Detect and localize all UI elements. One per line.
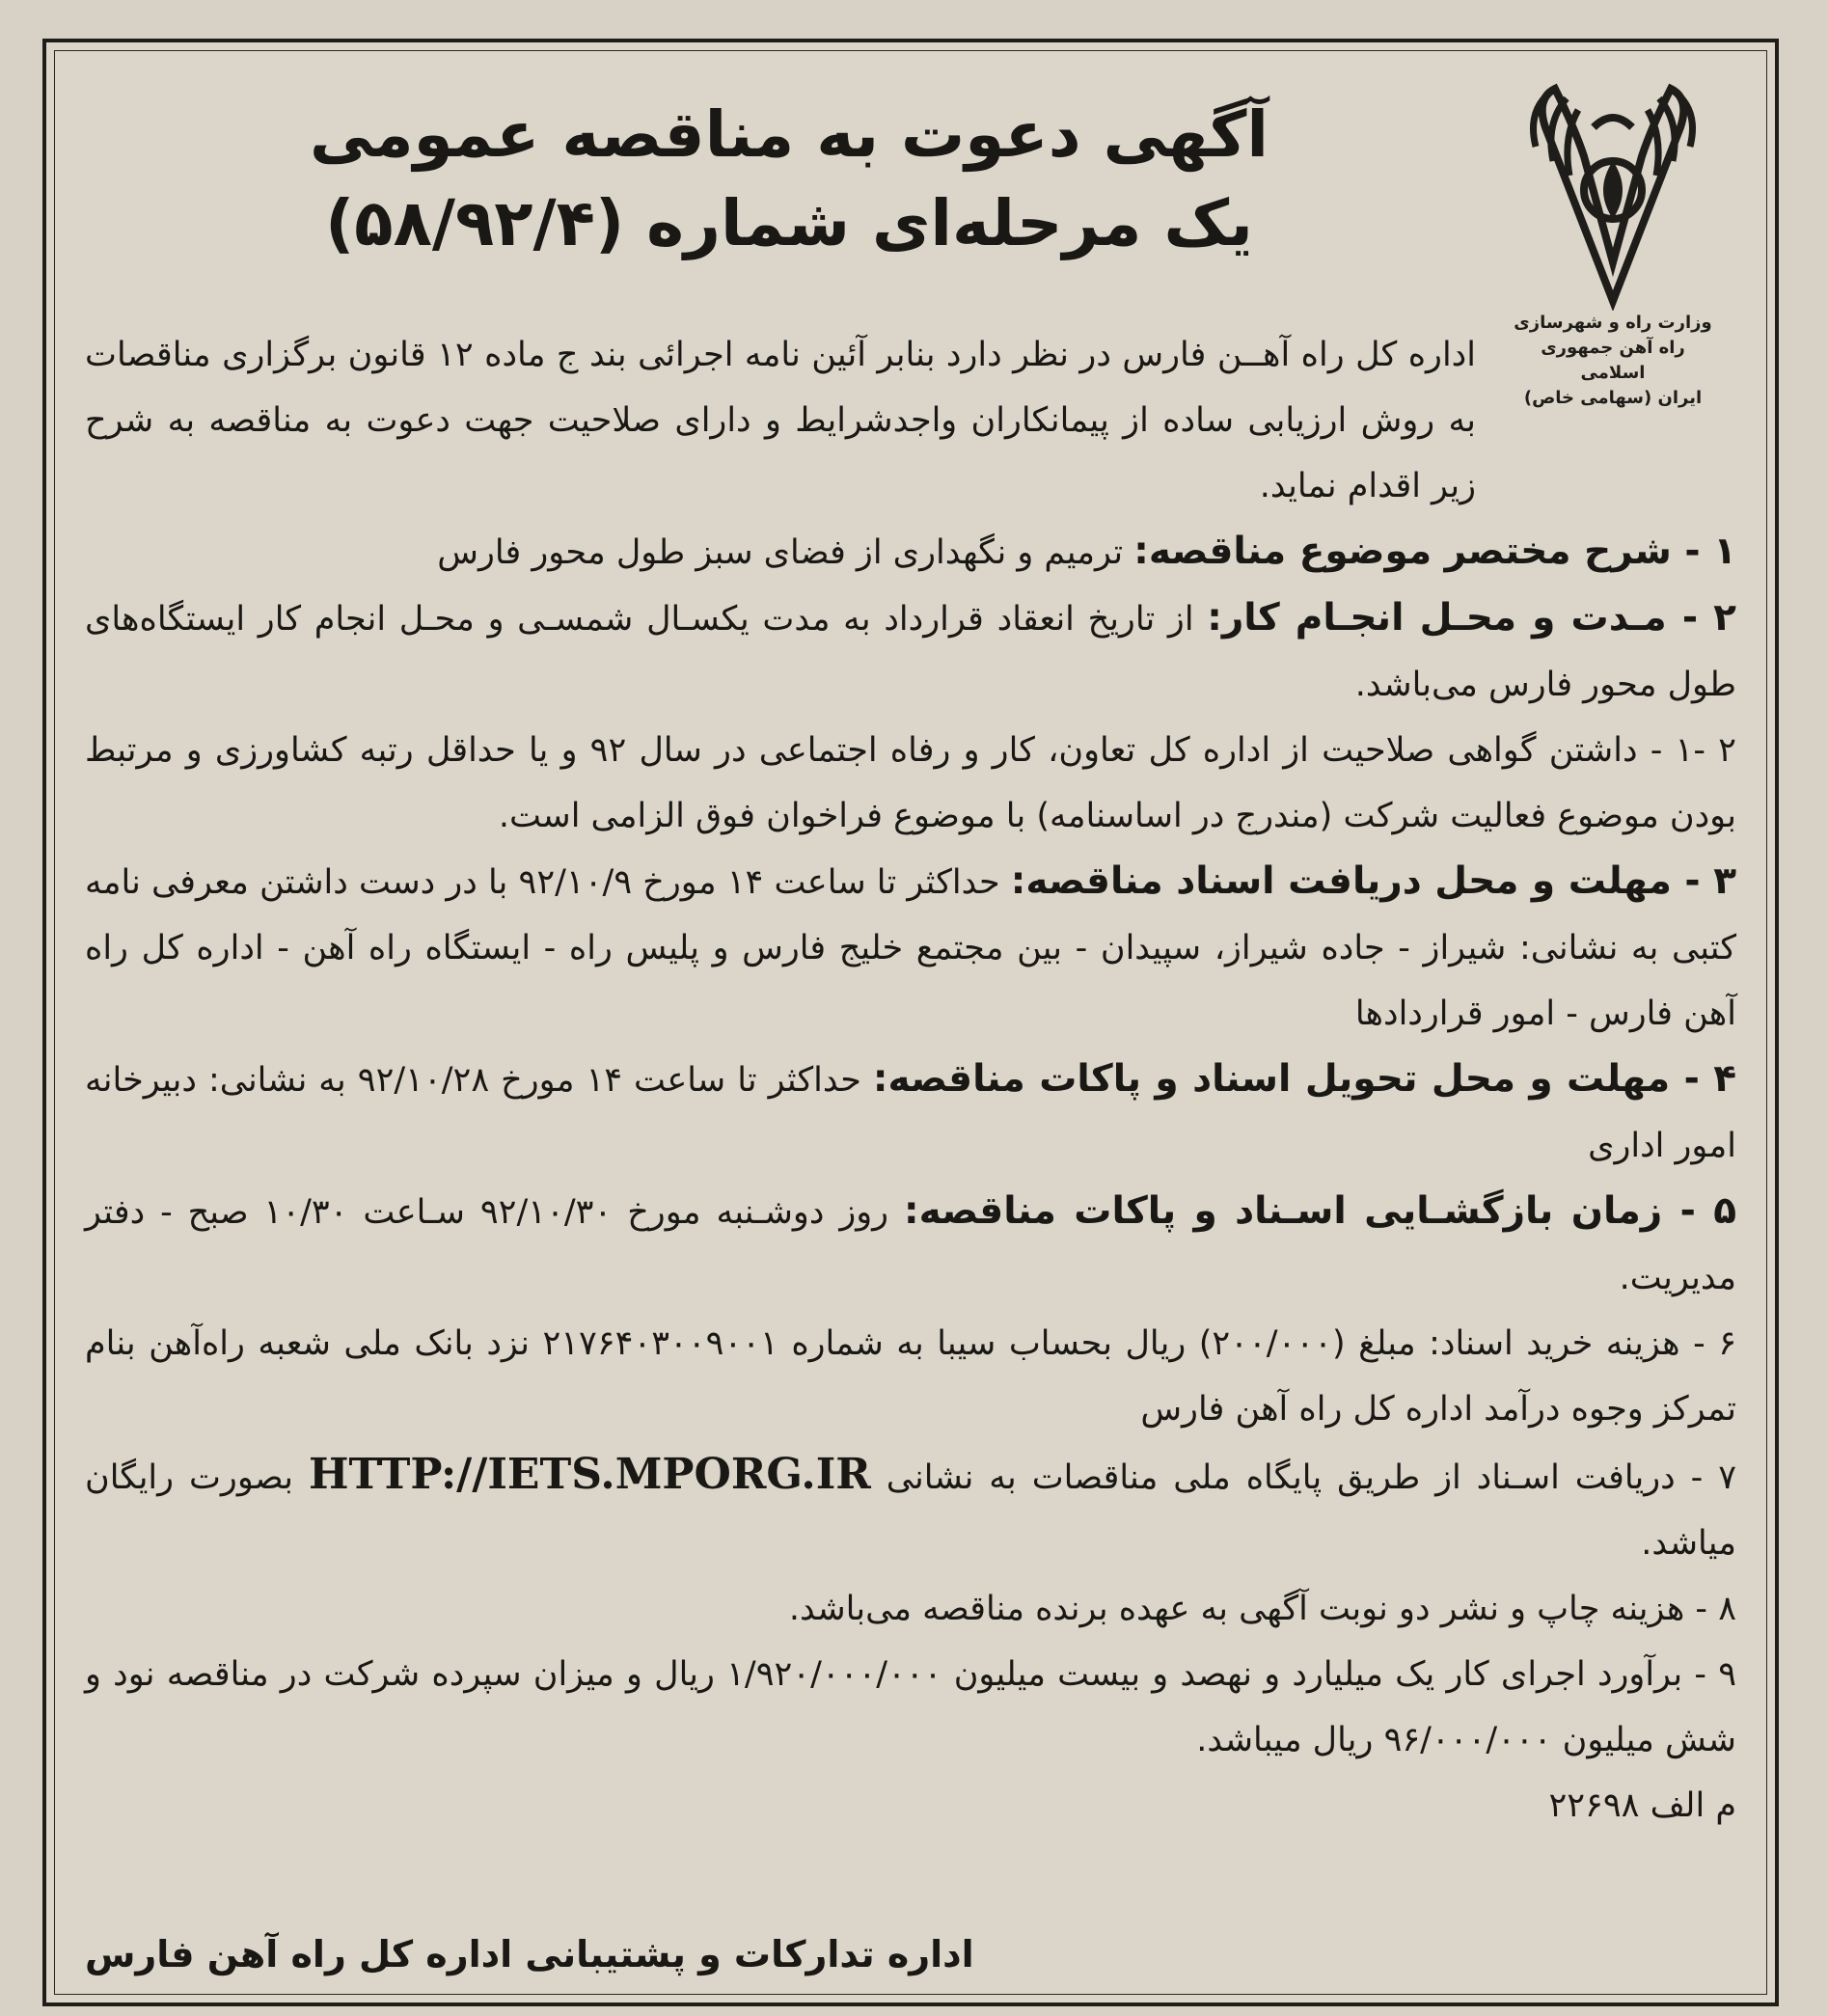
winged-emblem-icon bbox=[1516, 69, 1709, 311]
item-3-heading: ۳ - مهلت و محل دریافت اسناد مناقصه: bbox=[1010, 859, 1737, 903]
ad-title bbox=[210, 91, 1368, 268]
item-1-text: ترمیم و نگهداری از فضای سبز طول محور فارس bbox=[437, 533, 1134, 572]
logo-caption-3: ایران (سهامی خاص) bbox=[1523, 388, 1703, 408]
item-8 bbox=[85, 1576, 1736, 1642]
ad-body bbox=[85, 322, 1736, 1839]
item-2-text: از تاریخ انعقاد قرارداد به مدت یکسـال شمسـی و محـل انجام کار ایستگاه‌های طول محور فارس می‌باشد. bbox=[85, 600, 1736, 704]
item-4-text: حداکثر تا ساعت ۱۴ مورخ ۹۲/۱۰/۲۸ به نشانی: دبیرخانه امور اداری bbox=[85, 1061, 1736, 1165]
item-7-text-after: بصورت رایگان میاشد. bbox=[85, 1458, 1736, 1563]
item-4-heading: ۴ - مهلت و محل تحویل اسناد و پاکات مناقصه: bbox=[872, 1057, 1737, 1101]
logo-caption-2: راه آهن جمهوری اسلامی bbox=[1541, 338, 1685, 383]
intro-paragraph: اداره کل راه آهــن فارس در نظر دارد بنابر آئین نامه اجرائی بند ج ماده ۱۲ قانون برگزاری مناقصات به روش ارزیابی ساده از پیمانکاران واجدشرایط و دارای صلاحیت جهت دعوت به مناقصه به شرح زیر اقدام نماید. bbox=[85, 336, 1476, 505]
item-2-1 bbox=[85, 718, 1736, 849]
item-8-text: ۸ - هزینه چاپ و نشر دو نوبت آگهی به عهده برنده مناقصه می‌باشد. bbox=[788, 1590, 1736, 1628]
item-7-text-before: ۷ - دریافت اسـناد از طریق پایگاه ملی مناقصات به نشانی bbox=[870, 1458, 1736, 1497]
item-5-heading: ۵ - زمان بازگشـایی اسـناد و پاکات مناقصه: bbox=[903, 1189, 1736, 1233]
item-4 bbox=[85, 1047, 1736, 1179]
item-6 bbox=[85, 1311, 1736, 1442]
logo-caption-1: وزارت راه و شهرسازی bbox=[1514, 313, 1712, 333]
title-line-2: یک مرحله‌ای شماره (۵۸/۹۲/۴) bbox=[325, 186, 1253, 260]
item-6-text: ۶ - هزینه خرید اسناد: مبلغ (۲۰۰/۰۰۰) ریال بحساب سیبا به شماره ۲۱۷۶۴۰۳۰۰۹۰۰۱ نزد بانک ملی شعبه راه‌آهن بنام تمرکز وجوه درآمد اداره کل راه آهن فارس bbox=[85, 1324, 1736, 1429]
ad-frame bbox=[42, 39, 1779, 2006]
item-5-text: روز دوشـنبه مورخ ۹۲/۱۰/۳۰ سـاعت ۱۰/۳۰ صبح - دفتر مدیریت. bbox=[85, 1193, 1736, 1297]
item-1 bbox=[85, 519, 1736, 586]
item-3 bbox=[85, 849, 1736, 1047]
item-7 bbox=[85, 1442, 1736, 1576]
item-3-text: حداکثر تا ساعت ۱۴ مورخ ۹۲/۱۰/۹ با در دست داشتن معرفی نامه کتبی به نشانی: شیراز - جاده شیراز، سپیدان - بین مجتمع خلیج فارس و پلیس راه - ایستگاه راه آهن - اداره کل راه آهن فارس - امور قراردادها bbox=[85, 863, 1736, 1033]
item-1-heading: ۱ - شرح مختصر موضوع مناقصه: bbox=[1133, 530, 1736, 573]
item-2 bbox=[85, 586, 1736, 718]
item-5 bbox=[85, 1179, 1736, 1311]
title-line-1: آگهی دعوت به مناقصه عمومی bbox=[310, 97, 1269, 172]
tender-portal-link[interactable]: HTTP://IETS.MPORG.IR bbox=[308, 1450, 871, 1499]
issuer-signature: اداره تدارکات و پشتیبانی اداره کل راه آهن فارس bbox=[85, 1933, 974, 1975]
item-9 bbox=[85, 1642, 1736, 1773]
reference-number: م الف ۲۲۶۹۸ bbox=[1548, 1786, 1736, 1825]
item-2-1-text: ۲ -۱ - داشتن گواهی صلاحیت از اداره کل تعاون، کار و رفاه اجتماعی در سال ۹۲ و یا حداقل رتبه کشاورزی و مرتبط بودن موضوع فعالیت شرکت (مندرج در اساسنامه) با موضوع فراخوان فوق الزامی است. bbox=[85, 731, 1736, 835]
item-2-heading: ۲ - مـدت و محـل انجـام کار: bbox=[1207, 596, 1736, 640]
item-9-text: ۹ - برآورد اجرای کار یک میلیارد و نهصد و بیست میلیون ۱/۹۲۰/۰۰۰/۰۰۰ ریال و میزان سپرده شرکت در مناقصه نود و شش میلیون ۹۶/۰۰۰/۰۰۰ ریال میباشد. bbox=[85, 1655, 1736, 1759]
